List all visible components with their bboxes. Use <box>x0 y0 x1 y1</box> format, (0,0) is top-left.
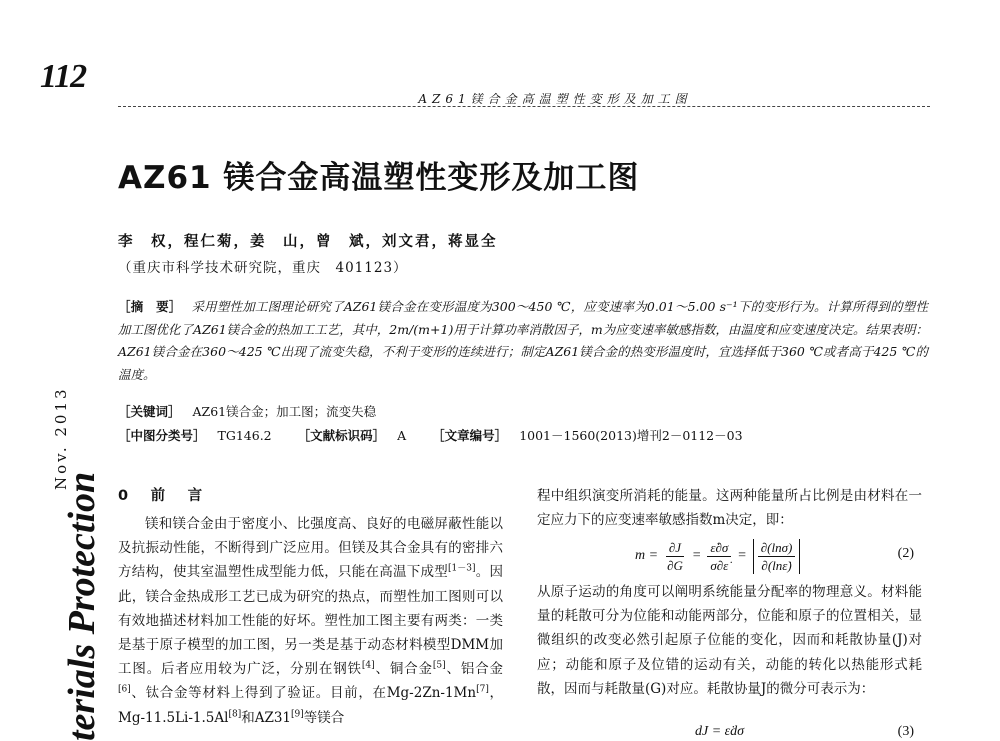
citation-ref: [5] <box>432 660 446 671</box>
article-title: AZ61 镁合金高温塑性变形及加工图 <box>118 160 640 196</box>
left-column-paragraph <box>118 512 503 730</box>
body-text: 。因此，镁合金热成形工艺已成为研究的热点，而塑性加工图则可以有效地描述材料加工性能的好坏。塑性加工图主要有两类：一类是基于原子模型的加工图，另一类是基于动态材料模型DMM加工图。后者应用较为广泛，分别在钢铁 <box>118 564 504 678</box>
section-heading: 0 前 言 <box>118 488 207 504</box>
body-text: ，Mg-11.5Li-1.5Al <box>118 685 504 726</box>
keywords-label: ［关键词］ <box>118 404 181 419</box>
equation-fraction: $\frac{\varepsiloṅ\partial\sigma}{\sigma\partial\varepsiloṅ}$ <box>707 539 731 574</box>
body-text: 和AZ31 <box>241 709 292 726</box>
equation-lhs: m = <box>635 548 659 563</box>
body-text: 镁和镁合金由于密度小、比强度高、良好的电磁屏蔽性能以及抗振动性能，不断得到广泛应用。但镁及其合金具有的密排六方结构，使其室温塑性成型能力低，只能在高温下成型 <box>118 516 503 581</box>
equation-number: (2) <box>897 546 914 561</box>
equation-2: m = $\frac{\partial J}{\partial G}$ = $\frac{\varepsiloṅ\partial\sigma}{\sigma\partial\varepsiloṅ}$ = $\frac{\partial(\ln\sigma)}{\partial(\ln\varepsiloṅ)}$ (2) <box>635 539 914 573</box>
citation-ref: [9] <box>291 709 304 720</box>
citation-ref: [1－3] <box>448 563 476 574</box>
author-list: 李 权，程仁菊，姜 山，曾 斌，刘文君，蒋显全 <box>118 234 498 250</box>
equation-absolute-value: $\frac{\partial(\ln\sigma)}{\partial(\ln\varepsiloṅ)}$ <box>753 539 801 574</box>
classification-line <box>118 426 743 444</box>
article-number-value: 1001－1560(2013)增刊2－0112－03 <box>519 428 743 443</box>
citation-ref: [6] <box>118 684 131 695</box>
abstract <box>118 296 928 386</box>
keywords-text: AZ61镁合金；加工图；流变失稳 <box>192 404 377 419</box>
citation-ref: [7] <box>476 684 489 695</box>
body-text: 等镁合 <box>303 709 345 726</box>
body-text: 、钛合金等材料上得到了验证。目前，在Mg-2Zn-1Mn <box>130 685 477 702</box>
right-column-paragraph-2: 从原子运动的角度可以阐明系统能量分配率的物理意义。材料能量的耗散可分为位能和动能两部分，位能和原子的位置相关，显微组织的改变必然引起原子位能的变化，因而和耗散协量(J)对应；动能和原子及位错的运动有关，动能的转化以热能形式耗散，因而与耗散量(G)对应。耗散协量J的微分可表示为： <box>537 584 922 697</box>
equation-body: dJ = ε̇dσ <box>695 724 745 739</box>
running-header: AZ61镁合金高温塑性变形及加工图 <box>418 92 692 106</box>
keywords-line <box>118 402 376 420</box>
header-divider <box>118 106 930 107</box>
article-number-label: ［文章编号］ <box>432 428 508 443</box>
equation-number: (3) <box>897 724 914 739</box>
clc-label: ［中图分类号］ <box>118 428 206 443</box>
body-text: 、铜合金 <box>374 661 433 678</box>
doc-code-label: ［文献标识码］ <box>297 428 386 443</box>
side-journal-name: terials Protection <box>61 471 103 741</box>
citation-ref: [4] <box>361 660 375 671</box>
equation-fraction: $\frac{\partial J}{\partial G}$ <box>667 539 683 573</box>
author-affiliation: （重庆市科学技术研究院，重庆 401123） <box>118 260 408 276</box>
page-number: 112 <box>40 58 87 95</box>
citation-ref: [8] <box>228 709 242 720</box>
abstract-text: 采用塑性加工图理论研究了AZ61镁合金在变形温度为300～450 ℃，应变速率为0.01～5.00 s⁻¹下的变形行为。计算所得到的塑性加工图优化了AZ61镁合金的热加工工艺，其中，2m/(m+1)用于计算功率消散因子，m为应变速率敏感指数，由温度和应变速度决定。结果表明：AZ61镁合金在360～425 ℃出现了流变失稳，不利于变形的连续进行；制定AZ61镁合金的热变形温度时，宜选择低于360 ℃或者高于425 ℃的温度。 <box>118 299 928 382</box>
clc-value: TG146.2 <box>217 428 272 443</box>
right-column-paragraph-1: 程中组织演变所消耗的能量。这两种能量所占比例是由材料在一定应力下的应变速率敏感指数m决定，即： <box>537 488 922 529</box>
side-issue-date: Nov. 2013 <box>52 386 70 490</box>
doc-code-value: A <box>397 428 407 443</box>
abstract-label: ［摘 要］ <box>118 299 182 314</box>
body-text: 、铝合金 <box>445 661 504 678</box>
